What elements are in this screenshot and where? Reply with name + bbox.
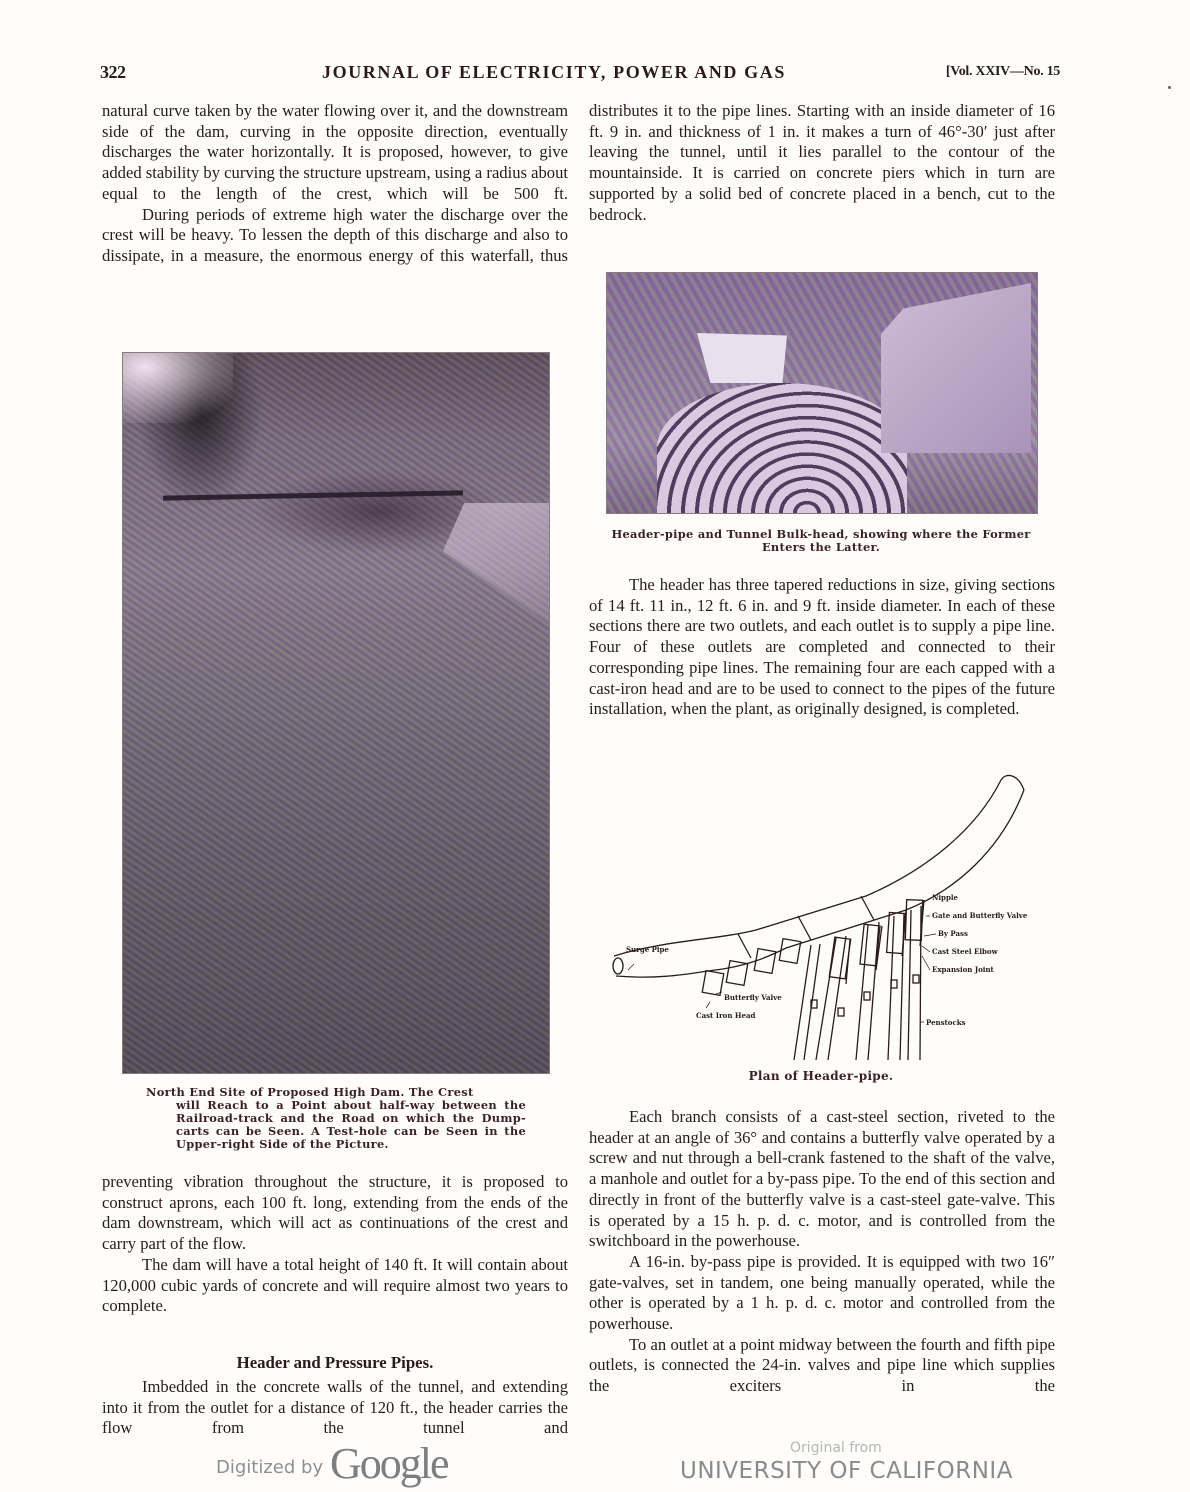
label-cast-iron-head: Cast Iron Head xyxy=(696,1011,756,1020)
photo-test-hole-slope xyxy=(443,503,549,623)
section-divider xyxy=(738,934,751,958)
photo-sky-region xyxy=(123,353,233,423)
left-column-top-text xyxy=(102,101,568,267)
diagram-caption: Plan of Header-pipe. xyxy=(748,1069,894,1083)
capped-outlet xyxy=(702,971,724,996)
left-column-section-text xyxy=(102,1377,568,1439)
scan-speck xyxy=(1168,86,1171,89)
google-logo-watermark: Google xyxy=(330,1439,448,1488)
label-cast-steel-elbow: Cast Steel Elbow xyxy=(932,947,998,956)
coupling xyxy=(913,975,919,983)
dam-site-photograph xyxy=(122,352,550,1074)
capped-outlet xyxy=(779,939,801,964)
photo-bulkhead xyxy=(697,333,787,383)
gate-valve xyxy=(905,900,922,941)
left-column-bottom-text xyxy=(102,1172,568,1317)
photo-railroad-track xyxy=(163,490,463,500)
right-column-bottom-text xyxy=(589,1107,1055,1397)
label-by-pass: By Pass xyxy=(938,929,968,938)
surge-pipe-end xyxy=(613,958,623,974)
section-divider xyxy=(798,916,811,940)
paragraph: During periods of extreme high water the discharge over the crest will be heavy. To lessen the depth of this discharge and also to dissipate, in a measure, the enormous energy of this waterfall, thus xyxy=(102,204,568,265)
section-divider xyxy=(861,896,874,920)
paragraph: The dam will have a total height of 140 ft. It will contain about 120,000 cubic yards of concrete and will require almost two years to complete. xyxy=(102,1254,568,1316)
coupling xyxy=(864,992,870,1000)
watermark-original-from: Original from xyxy=(790,1440,882,1456)
running-head xyxy=(100,62,1060,88)
page-number: 322 xyxy=(100,62,126,82)
header-pipe-photograph xyxy=(606,272,1038,514)
photo-pipe xyxy=(657,383,907,513)
dam-photo-caption xyxy=(146,1086,526,1151)
by-pass-pipe xyxy=(846,940,850,984)
label-penstocks: Penstocks xyxy=(926,1018,966,1027)
label-surge-pipe: Surge Pipe xyxy=(626,945,669,954)
header-photo-caption: Header-pipe and Tunnel Bulk-head, showing where the Former Enters the Latter. xyxy=(611,527,1031,554)
journal-title: JOURNAL OF ELECTRICITY, POWER AND GAS xyxy=(322,62,786,82)
label-gate-butterfly-valve: Gate and Butterfly Valve xyxy=(932,911,1028,920)
photo-shed xyxy=(881,283,1031,453)
caption-rest: will Reach to a Point about half-way between the Railroad-track and the Road on which the Dump-carts can be Seen. A Test-hole can be Seen in the Upper-right Side of the Picture. xyxy=(176,1098,526,1151)
right-column-mid-text xyxy=(589,575,1055,720)
watermark-digitized-by: Digitized by xyxy=(216,1457,324,1478)
section-heading: Header and Pressure Pipes. xyxy=(236,1353,434,1372)
watermark-university: UNIVERSITY OF CALIFORNIA xyxy=(680,1458,1013,1484)
paragraph: A 16-in. by-pass pipe is provided. It is equipped with two 16″ gate-valves, set in tandem, one being manually operated, while the other is operated by a 1 h. p. d. c. motor and controlled from the powerhouse. xyxy=(589,1251,1055,1334)
diagram-svg xyxy=(606,770,1032,1060)
penstock xyxy=(856,922,879,1060)
header-pipe-plan-diagram xyxy=(606,770,1032,1060)
paragraph: To an outlet at a point midway between the fourth and fifth pipe outlets, is connected the 24-in. valves and pipe line which supplies the exciters in the xyxy=(589,1334,1055,1396)
paragraph: The header has three tapered reductions in size, giving sections of 14 ft. 11 in., 12 ft. 6 in. and 9 ft. inside diameter. In each of these sections there are two outlets, and each outlet is to supply a pipe line. Four of these outlets are completed and connected to their corresponding pipe lines. The remaining four are each capped with a cast-iron head and are to be used to connect to the pipes of the future installation, when the plant, as originally designed, is completed. xyxy=(589,575,1055,719)
coupling xyxy=(838,1008,844,1016)
paragraph: Each branch consists of a cast-steel section, riveted to the header at an angle of 36° and contains a butterfly valve operated by a screw and nut through a bell-crank fastened to the shaft of the valve, a manhole and outlet for a by-pass pipe. To the end of this section and directly in front of the butterfly valve is a cast-steel gate-valve. This is operated by a 15 h. p. d. c. motor, and is controlled from the switchboard in the powerhouse. xyxy=(589,1107,1055,1251)
paragraph: preventing vibration throughout the structure, it is proposed to construct aprons, each 100 ft. long, extending from the ends of the dam downstream, which will act as continuations of the crest and carry part of the flow. xyxy=(102,1172,568,1254)
right-column-top-text xyxy=(589,101,1055,225)
volume-issue: [Vol. XXIV—No. 15 xyxy=(945,64,1060,79)
caption-line: North End Site of Proposed High Dam. The Crest xyxy=(146,1085,474,1099)
paragraph: Imbedded in the concrete walls of the tunnel, and extending into it from the outlet for a distance of 120 ft., the header carries the flow from the tunnel and xyxy=(102,1377,568,1438)
label-expansion-joint: Expansion Joint xyxy=(932,965,994,974)
label-butterfly-valve: Butterfly Valve xyxy=(724,993,782,1002)
label-nipple: Nipple xyxy=(932,893,958,902)
paragraph: natural curve taken by the water flowing over it, and the downstream side of the dam, curving in the opposite direction, eventually discharges the water horizontally. It is proposed, however, to give added stability by curving the structure upstream, using a radius about equal to the length of the crest, which will be 500 ft. xyxy=(102,101,568,203)
paragraph: distributes it to the pipe lines. Starting with an inside diameter of 16 ft. 9 in. and thickness of 1 in. it makes a turn of 46°-30′ just after leaving the tunnel, until it lies parallel to the contour of the mountainside. It is carried on concrete piers which in turn are supported by a solid bed of concrete placed in a bench, cut to the bedrock. xyxy=(589,101,1055,224)
header-pipe-end xyxy=(1001,775,1024,790)
penstock xyxy=(816,936,846,1060)
